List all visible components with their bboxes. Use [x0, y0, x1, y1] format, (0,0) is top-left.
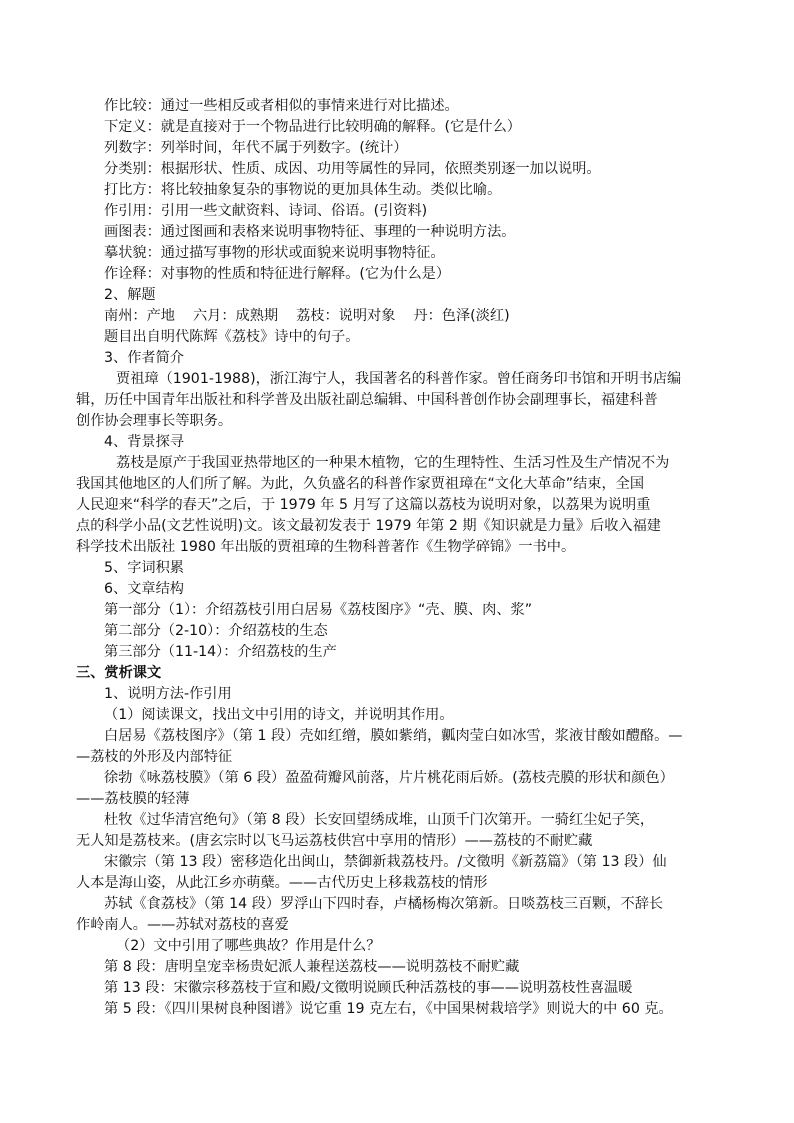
quote-song-huizong-2: 人本是海山姿，从此江乡亦萌蘖。——古代历史上移栽荔枝的情形 [76, 875, 488, 891]
question-2: （2）文中引用了哪些典故？作用是什么？ [116, 938, 381, 954]
section-heading-title: 2、解题 [104, 287, 156, 303]
answer-para-8: 第 8 段：唐明皇宠幸杨贵妃派人兼程送荔枝——说明荔枝不耐贮藏 [104, 959, 520, 975]
quote-du-mu-2: 无人知是荔枝来。(唐玄宗时以飞马运荔枝供宫中享用的情形）——荔枝的不耐贮藏 [76, 833, 593, 849]
structure-part-2: 第二部分（2-10）：介绍荔枝的生态 [104, 623, 328, 639]
method-define: 下定义：就是直接对于一个物品进行比较明确的解释。(它是什么） [104, 119, 521, 135]
quote-du-mu-1: 杜牧《过华清宫绝句》（第 8 段）长安回望绣成堆，山顶千门次第开。一骑红尘妃子笑， [104, 812, 655, 828]
background-line-2: 我国其他地区的人们所了解。为此，久负盛名的科普作家贾祖璋在“文化大革命”结束，全国 [76, 476, 645, 492]
term-dan: 丹：色泽(淡红) [413, 308, 510, 324]
term-lychee: 荔枝：说明对象 [296, 308, 396, 324]
section-heading-background: 4、背景探寻 [104, 434, 184, 450]
structure-part-3: 第三部分（11-14）：介绍荔枝的生产 [104, 644, 337, 660]
method-classify: 分类别：根据形状、性质、成因、功用等属性的异同，依照类别逐一加以说明。 [104, 161, 601, 177]
method-describe: 摹状貌：通过描写事物的形状或面貌来说明事物特征。 [104, 245, 445, 261]
background-line-3: 人民迎来“科学的春天”之后，于 1979 年 5 月写了这篇以荔枝为说明对象，以荔果为说明重 [76, 497, 651, 513]
method-analogy: 打比方：将比较抽象复杂的事物说的更加具体生动。类似比喻。 [104, 182, 502, 198]
method-compare: 作比较：通过一些相反或者相似的事情来进行对比描述。 [104, 98, 459, 114]
section-heading-vocabulary: 5、字词积累 [104, 560, 184, 576]
method-numbers: 列数字：列举时间，年代不属于列数字。(统计） [104, 140, 408, 156]
section-three-title: 三、赏析课文 [76, 665, 162, 681]
answer-para-13: 第 13 段：宋徽宗移荔枝于宣和殿/文徵明说顾氏种活荔枝的事——说明荔枝性喜温暖 [104, 980, 633, 996]
method-chart: 画图表：通过图画和表格来说明事物特征、事理的一种说明方法。 [104, 224, 516, 240]
quote-su-shi-1: 苏轼《食荔枝》（第 14 段）罗浮山下四时春，卢橘杨梅次第新。日啖荔枝三百颗，不辞长 [104, 896, 664, 912]
question-1: （1）阅读课文，找出文中引用的诗文，并说明其作用。 [104, 707, 454, 723]
background-line-1: 荔枝是原产于我国亚热带地区的一种果木植物，它的生理特性、生活习性及生产情况不为 [116, 455, 670, 471]
quote-bai-juyi-2: —荔枝的外形及内部特征 [76, 749, 233, 765]
quote-bai-juyi-1: 白居易《荔枝图序》（第 1 段）壳如红缯，膜如紫绡，瓤肉莹白如冰雪，浆液甘酸如醴酪。— [104, 728, 683, 744]
term-june: 六月：成熟期 [192, 308, 279, 324]
quote-song-huizong-1: 宋徽宗（第 13 段）密移造化出闽山，禁御新栽荔枝丹。/文徵明《新荔篇》（第 13 段）仙 [104, 854, 667, 870]
quote-su-shi-2: 作岭南人。——苏轼对荔枝的喜爱 [76, 917, 289, 933]
author-line-3: 创作协会理事长等职务。 [76, 413, 233, 429]
answer-para-5: 第 5 段：《四川果树良种图谱》说它重 19 克左右，《中国果树栽培学》则说大的中 60 克。 [104, 1001, 673, 1017]
section-heading-author: 3、作者简介 [104, 350, 184, 366]
subsection-quote-method: 1、说明方法-作引用 [104, 686, 232, 702]
quote-xu-bo-2: ——荔枝膜的轻薄 [76, 791, 190, 807]
background-line-4: 点的科学小品(文艺性说明)文。该文最初发表于 1979 年第 2 期《知识就是力量》后收入福建 [76, 518, 661, 534]
background-line-5: 科学技术出版社 1980 年出版的贾祖璋的生物科普著作《生物学碎锦》一书中。 [76, 539, 576, 555]
structure-part-1: 第一部分（1）：介绍荔枝引用白居易《荔枝图序》“壳、膜、肉、浆” [104, 602, 533, 618]
title-terms [104, 306, 510, 326]
title-source-note: 题目出自明代陈辉《荔枝》诗中的句子。 [104, 329, 360, 345]
author-line-1: 贾祖璋（1901-1988)，浙江海宁人，我国著名的科普作家。曾任商务印书馆和开明书店编 [116, 371, 682, 387]
author-line-2: 辑，历任中国青年出版社和科学普及出版社副总编辑、中国科普创作协会副理事长，福建科普 [76, 392, 658, 408]
method-explain: 作诠释：对事物的性质和特征进行解释。(它为什么是） [104, 266, 451, 282]
quote-xu-bo-1: 徐勃《咏荔枝膜》（第 6 段）盈盈荷瓣风前落，片片桃花雨后娇。(荔枝壳膜的形状和颜色） [104, 770, 674, 786]
method-quote: 作引用：引用一些文献资料、诗词、俗语。(引资料) [104, 203, 428, 219]
section-heading-structure: 6、文章结构 [104, 581, 184, 597]
term-nanzhou: 南州：产地 [104, 308, 175, 324]
